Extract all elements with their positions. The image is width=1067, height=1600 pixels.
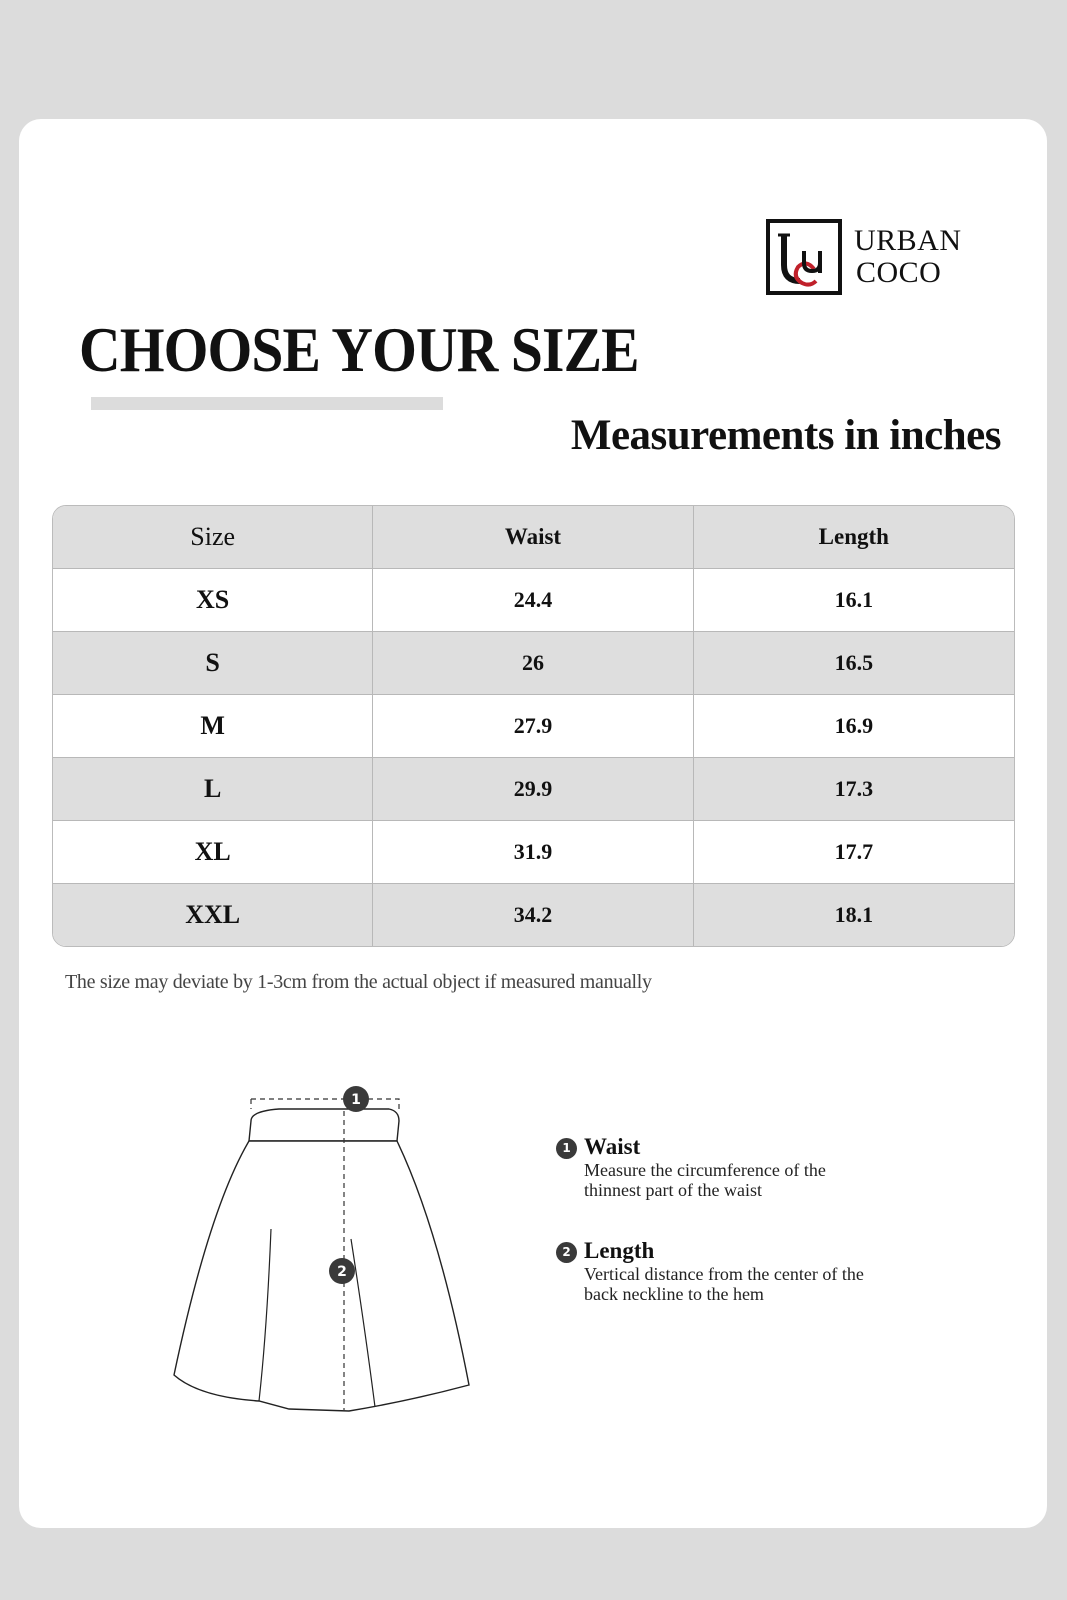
header-waist: Waist (373, 506, 693, 569)
brand-name (854, 225, 962, 289)
table-row (53, 758, 1014, 821)
units-subtitle: Measurements in inches (570, 412, 1001, 459)
legend-title: Length (584, 1238, 655, 1263)
cell-length: 17.3 (694, 758, 1014, 821)
brand-logo (766, 219, 986, 303)
cell-size: XS (53, 569, 373, 632)
cell-waist: 31.9 (373, 821, 693, 884)
legend-description: Measure the circumference of the thinnest part of the waist (584, 1160, 826, 1200)
legend-item-length (556, 1238, 936, 1304)
measurement-legend (556, 1134, 936, 1342)
cell-waist: 34.2 (373, 884, 693, 946)
legend-item-waist (556, 1134, 936, 1200)
skirt-waistband (249, 1109, 399, 1141)
measurement-note: The size may deviate by 1-3cm from the actual object if measured manually (65, 971, 652, 993)
header-size: Size (53, 506, 373, 569)
cell-size: XL (53, 821, 373, 884)
brand-name-line2: COCO (856, 256, 942, 289)
marker-1-label: 1 (351, 1092, 361, 1108)
cell-size: M (53, 695, 373, 758)
skirt-body (174, 1141, 469, 1411)
page-title: CHOOSE YOUR SIZE (79, 314, 639, 385)
skirt-diagram (169, 1079, 499, 1439)
table-row (53, 884, 1014, 946)
cell-length: 18.1 (694, 884, 1014, 946)
table-header-row (53, 506, 1014, 569)
brand-name-line1: URBAN (854, 224, 962, 257)
marker-2 (329, 1258, 355, 1284)
legend-description: Vertical distance from the center of the back neckline to the hem (584, 1264, 864, 1304)
cell-waist: 26 (373, 632, 693, 695)
title-underline (91, 397, 443, 410)
size-chart-card (19, 119, 1047, 1528)
cell-length: 16.1 (694, 569, 1014, 632)
cell-waist: 24.4 (373, 569, 693, 632)
marker-1 (343, 1086, 369, 1112)
marker-2-label: 2 (337, 1264, 347, 1280)
size-table (52, 505, 1015, 947)
cell-size: XXL (53, 884, 373, 946)
cell-size: S (53, 632, 373, 695)
waist-measure-line (251, 1099, 399, 1109)
uc-monogram-icon (770, 223, 838, 291)
cell-length: 16.5 (694, 632, 1014, 695)
cell-waist: 29.9 (373, 758, 693, 821)
table-row (53, 821, 1014, 884)
header-length: Length (694, 506, 1014, 569)
cell-length: 17.7 (694, 821, 1014, 884)
table-row (53, 695, 1014, 758)
logo-mark (766, 219, 842, 295)
cell-waist: 27.9 (373, 695, 693, 758)
cell-length: 16.9 (694, 695, 1014, 758)
legend-number-badge: 2 (556, 1242, 577, 1263)
cell-size: L (53, 758, 373, 821)
table-row (53, 569, 1014, 632)
table-row (53, 632, 1014, 695)
legend-number-badge: 1 (556, 1138, 577, 1159)
legend-title: Waist (584, 1134, 641, 1159)
